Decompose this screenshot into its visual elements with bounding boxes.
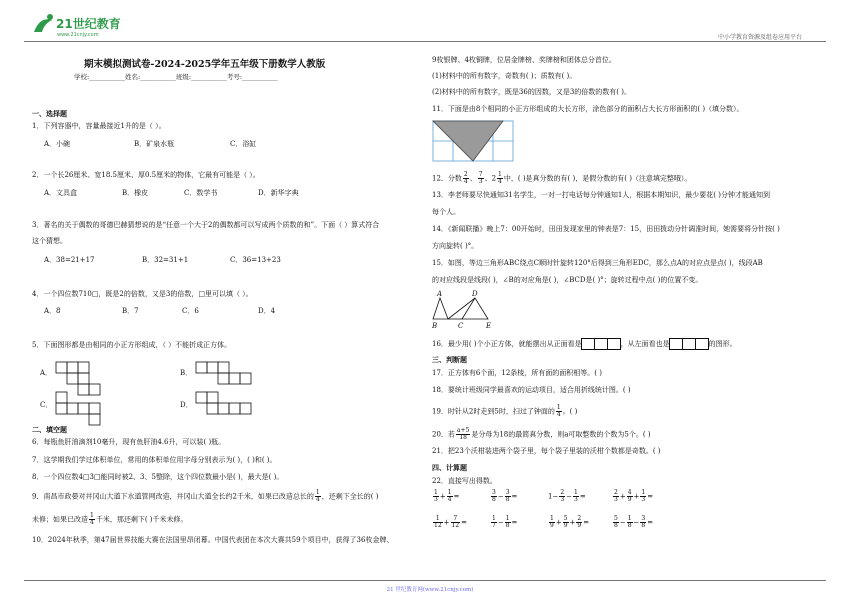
calc-fraction: $\frac{1}{3}$ — [434, 489, 438, 503]
calc-fraction: $\frac{3}{8}$ — [505, 489, 510, 503]
calc-fraction: $\frac{2}{3}$ — [560, 489, 565, 503]
calc-operator: − — [497, 518, 504, 527]
q9-text-b: ，还剩下全长的( ) — [321, 492, 379, 501]
calc-fraction: $\frac{1}{12}$ — [434, 515, 442, 529]
calc-expression — [490, 490, 548, 503]
calc-operator: + — [619, 492, 626, 501]
q12-text-b: 中，( )是真分数的有( )，是假分数的有( )（注意填完整哦）。 — [503, 174, 692, 183]
calc-fraction: $\frac{5}{9}$ — [563, 515, 568, 529]
q12-fraction-2: $\frac{7}{3}$ — [478, 171, 483, 185]
q16-text-c: 的图形。 — [708, 340, 737, 348]
question-9-line2 — [32, 513, 188, 526]
site-logo — [30, 10, 126, 40]
platform-name: 中小学教育资源及组卷应用平台 — [717, 34, 802, 41]
q2-option-c: C．数学书 — [184, 189, 218, 197]
q19-text-b: 。( ) — [562, 407, 578, 416]
question-8: 8．一个四位数4□3□能同时被2、3、5整除，这个四位数最小是( )，最大是( )。 — [32, 473, 284, 481]
calc-expression — [432, 490, 490, 503]
q19-text-a: 19．时针从2时走到5时，扫过了钟面的 — [432, 407, 555, 416]
question-21: 21．把23个沃柑装进两个袋子里，每个袋子里装的沃柑个数都是奇数。( ) — [432, 447, 661, 455]
exam-title: 期末模拟测试卷-2024-2025学年五年级下册数学人教版 — [84, 59, 326, 70]
footer-divider — [24, 580, 826, 581]
calc-operator: + — [569, 518, 576, 527]
question-9-line1 — [32, 490, 378, 503]
student-info-line: 学校:___________姓名:___________班级:___________考号:___________ — [74, 73, 278, 81]
calc-fraction: $\frac{1}{7}$ — [492, 515, 496, 529]
q4-option-b: B．7 — [122, 307, 139, 315]
question-10-part1: (1)材料中的所有数字，奇数有( )；质数有( )。 — [432, 72, 577, 80]
q11-rectangle-figure — [432, 120, 514, 162]
calc-operator: 1− — [548, 492, 559, 501]
q5-label-c: C． — [40, 401, 53, 409]
logo-text: 21世纪教育 — [56, 17, 121, 31]
calc-operator: + — [439, 492, 446, 501]
q1-option-b: B．矿泉水瓶 — [134, 140, 175, 148]
q12-fraction-3: $\frac{1}{4}$ — [498, 171, 502, 185]
question-14-line2: 方向旋转( )°。 — [432, 242, 479, 250]
question-15-line1: 15．如图，等边三角形ABC绕点C顺时针旋转120°后得到三角形EDC，那么点A的对应点是点( )，线段AB — [432, 259, 763, 267]
section-true-false: 三、判断题 — [432, 355, 467, 364]
question-22: 22．直接写出得数。 — [432, 477, 497, 485]
question-4: 4．一个四位数710□，既是2的倍数，又是3的倍数，□里可以填（ ）。 — [32, 290, 253, 298]
calc-operator: − — [633, 518, 640, 527]
calc-operator: = — [583, 518, 590, 527]
question-20 — [432, 428, 651, 441]
net-figure-d — [190, 388, 260, 428]
header-divider — [24, 41, 826, 42]
q3-option-c: C．36=13+23 — [230, 256, 281, 264]
calc-operator: + — [443, 518, 450, 527]
question-6: 6．每瓶鱼肝油滴剂10毫升，现有鱼肝油4.6升，可以装( )瓶。 — [32, 438, 226, 446]
question-16 — [432, 338, 737, 350]
question-18: 18．要统计班级同学最喜欢的运动项目，适合用折线统计图。( ) — [432, 386, 631, 394]
calc-fraction: $\frac{1}{4}$ — [447, 489, 452, 503]
calc-fraction: $\frac{7}{12}$ — [451, 515, 460, 529]
calc-operator: = — [647, 492, 654, 501]
calc-expression — [548, 490, 612, 503]
calc-expression — [548, 516, 612, 529]
question-13-line2: 每个人。 — [432, 208, 460, 216]
calc-operator: = — [579, 492, 586, 501]
calc-expression — [490, 516, 548, 529]
q5-label-d: D． — [180, 401, 193, 409]
net-figure-c — [50, 388, 120, 428]
q2-option-b: B．橡皮 — [122, 189, 149, 197]
q4-option-a: A．8 — [44, 307, 61, 315]
logo-url: www.21cnjy.com — [57, 32, 99, 38]
calc-fraction: $\frac{3}{8}$ — [641, 515, 646, 529]
question-19 — [432, 405, 577, 418]
q20-fraction: $\frac{a+5}{18}$ — [456, 427, 470, 441]
calc-fraction: $\frac{2}{9}$ — [577, 515, 582, 529]
q4-option-d: D．4 — [258, 307, 276, 315]
q12-text-a: 12．分数 — [432, 174, 462, 183]
calc-operator: = — [453, 492, 460, 501]
left-view-boxes — [670, 340, 709, 348]
q9-fraction-1: $\frac{1}{4}$ — [315, 489, 320, 503]
point-a-label: A — [437, 290, 443, 298]
q16-text-a: 16．最少用( )个小正方体，就能摆出从正面看是 — [432, 340, 582, 348]
q5-label-b: B． — [180, 369, 193, 377]
calc-fraction: $\frac{1}{8}$ — [627, 515, 632, 529]
calc-operator: − — [497, 492, 504, 501]
section-fill-blank: 二、填空题 — [32, 425, 67, 434]
calc-operator: = — [511, 492, 518, 501]
question-3-line2: 这个猜想。 — [32, 237, 67, 245]
q20-text-b: 是分母为18的最简真分数，则a可取整数的个数为5个。( ) — [471, 430, 651, 439]
q12-fraction-1: $\frac{2}{4}$ — [463, 171, 468, 185]
question-14-line1: 14．《新闻联播》晚上7：00开始时，田田发现家里的钟表是7：15，田田拨动分针调准时间，她需要将分针按( ) — [432, 225, 780, 233]
front-view-boxes — [582, 340, 621, 348]
calc-row-2 — [432, 516, 692, 529]
point-c-label: C — [458, 322, 464, 330]
point-d-label: D — [472, 290, 478, 298]
q1-option-c: C．浴缸 — [230, 140, 257, 148]
question-17: 17．正方体有6个面，12条棱，所有面的面积相等。( ) — [432, 369, 602, 377]
calc-fraction: $\frac{1}{3}$ — [574, 489, 578, 503]
q15-triangle-figure — [432, 288, 502, 330]
question-10-line2: 9枚银牌、4枚铜牌，位居金牌榜、奖牌榜和团体总分首位。 — [432, 56, 616, 64]
q12-whole-part: 2 — [491, 174, 497, 183]
calc-operator: + — [555, 518, 562, 527]
q4-option-c: C．6 — [182, 307, 199, 315]
calc-expression — [432, 516, 490, 529]
q9-fraction-2: $\frac{1}{4}$ — [90, 512, 94, 526]
calc-operator: − — [619, 518, 626, 527]
q9-text-d: 千米，那还剩下( )千米未修。 — [95, 515, 188, 524]
calc-operator: − — [566, 492, 573, 501]
q9-text-c: 未修；如果已改造 — [32, 515, 88, 524]
calc-fraction: $\frac{1}{3}$ — [641, 489, 646, 503]
question-12: 12．分数 $\frac{2}{4}$ 、 $\frac{7}{3}$ 、2 $\frac{1}{4}$ 中，( )是真分数的有( )，是假分数的有( )（注意填完整哦）。 — [432, 171, 692, 185]
q3-option-a: A．38=21+17 — [44, 256, 95, 264]
question-1: 1．下列容器中，容量最接近1升的是（ ）。 — [32, 122, 166, 130]
calc-operator: = — [511, 518, 518, 527]
question-11: 11．下面是由8个相同的小正方形组成的大长方形，涂色部分的面积占大长方形面积的( )（填分数）。 — [432, 105, 744, 113]
q5-label-a: A． — [40, 369, 53, 377]
question-15-line2: 的对应线段是线段( )，∠B的对应角是( )，∠BCD是( )°；旋转过程中点( )的位置不变。 — [432, 276, 703, 284]
calc-operator: = — [461, 518, 468, 527]
calc-fraction: $\frac{5}{8}$ — [614, 515, 618, 529]
question-10-line1: 10．2024年秋季，第47届世界技能大赛在法国里昂闭幕。中国代表团在本次大赛共59个项目中，获得了36枚金牌、 — [32, 536, 394, 544]
calc-operator: + — [633, 492, 640, 501]
point-e-label: E — [486, 322, 492, 330]
question-3-line1: 3．著名的关于偶数的哥德巴赫猜想说的是“任意一个大于2的偶数都可以写成两个质数的和”。下面（ ）算式符合 — [32, 221, 380, 229]
footer-text: 21 世纪教育网(www.21cnjy.com) — [386, 587, 474, 593]
calc-fraction: $\frac{4}{9}$ — [627, 489, 632, 503]
question-7: 7．这学期我们学过体积单位，常用的体积单位用字母分别表示为( )，( )和( )。 — [32, 456, 277, 464]
q2-option-a: A．文具盒 — [44, 189, 78, 197]
question-10-part2: (2)材料中的所有数字，既是36的因数，又是3的倍数的数有( )。 — [432, 88, 631, 96]
question-13-line1: 13．李老师要尽快通知31名学生，一对一打电话每分钟通知1人，根据本期知识，最少要花( )分钟才能通知到 — [432, 191, 770, 199]
q9-text-a: 9．南昌市政晏对井冈山大道下水道管网改造，井冈山大道全长约2千米，如果已改造总长的 — [32, 492, 314, 501]
calc-operator: = — [647, 518, 654, 527]
calc-fraction: $\frac{2}{3}$ — [614, 489, 618, 503]
section-calculation: 四、计算题 — [432, 463, 467, 472]
calc-fraction: $\frac{1}{9}$ — [550, 515, 554, 529]
calc-fraction: $\frac{1}{8}$ — [505, 515, 510, 529]
calc-expression — [612, 490, 692, 503]
point-b-label: B — [432, 322, 438, 330]
question-2: 2．一个长26厘米、宽18.5厘米、厚0.5厘米的物体，它最有可能是（ ）。 — [32, 171, 260, 179]
q1-option-a: A．小碗 — [44, 140, 71, 148]
calc-expression — [612, 516, 692, 529]
question-5: 5．下面图形都是由相同的小正方形组成，（ ）不能折成正方体。 — [32, 341, 232, 349]
q3-option-b: B．32=31+1 — [142, 256, 189, 264]
calc-fraction: $\frac{3}{8}$ — [492, 489, 496, 503]
q2-option-d: D．新华字典 — [258, 189, 299, 197]
section-choice: 一、选择题 — [32, 109, 67, 118]
q19-fraction: $\frac{1}{4}$ — [556, 404, 561, 418]
q16-text-b: ，从左面看也是 — [620, 340, 670, 348]
calc-row-1 — [432, 490, 692, 503]
q20-text-a: 20．若 — [432, 430, 455, 439]
